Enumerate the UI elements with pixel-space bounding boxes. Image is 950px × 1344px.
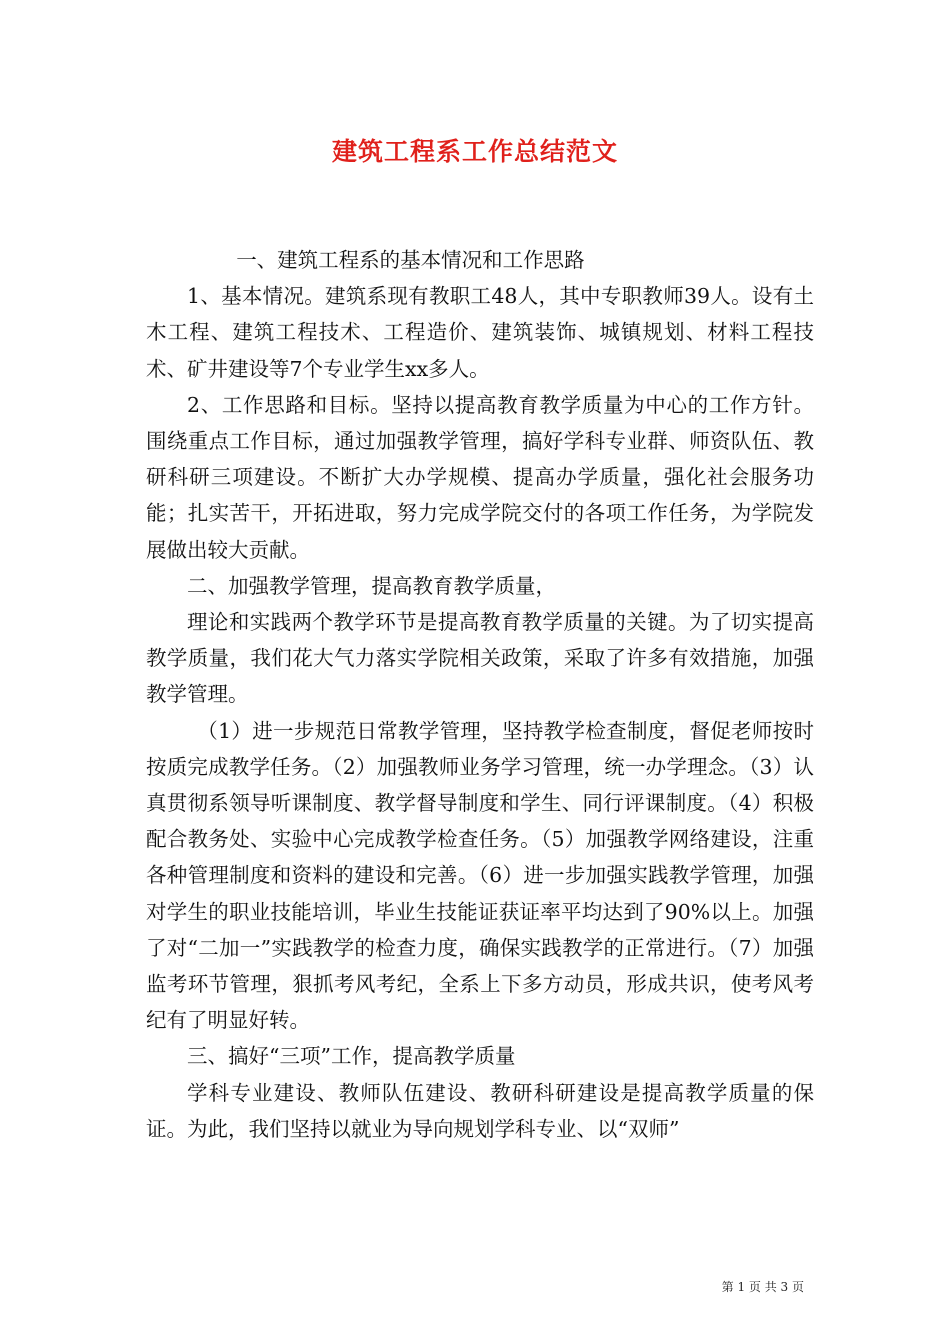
- paragraph-basic-info: 1、基本情况。建筑系现有教职工48人，其中专职教师39人。设有土木工程、建筑工程技术、工程造价、建筑装饰、城镇规划、材料工程技术、矿井建设等7个专业学生xx多人。: [146, 284, 814, 381]
- document-body: [146, 242, 814, 1147]
- page-number: 第 1 页 共 3 页: [721, 1280, 804, 1294]
- document-title: 建筑工程系工作总结范文: [331, 137, 618, 166]
- section-heading-1: 一、建筑工程系的基本情况和工作思路: [236, 248, 585, 272]
- paragraph-goals: 2、工作思路和目标。坚持以提高教育教学质量为中心的工作方针。围绕重点工作目标，通过加强教学管理，搞好学科专业群、师资队伍、教研科研三项建设。不断扩大办学规模、提高办学质量，强化社会服务功能；扎实苦干，开拓进取，努力完成学院交付的各项工作任务，为学院发展做出较大贡献。: [146, 392, 814, 562]
- paragraph-measures: （1）进一步规范日常教学管理，坚持教学检查制度，督促老师按时按质完成教学任务。（2）加强教师业务学习管理，统一办学理念。（3）认真贯彻系领导听课制度、教学督导制度和学生、同行评课制度。（4）积极配合教务处、实验中心完成教学检查任务。（5）加强教学网络建设，注重各种管理制度和资料的建设和完善。（6）进一步加强实践教学管理，加强对学生的职业技能培训，毕业生技能证获证率平均达到了90%以上。加强了对“二加一”实践教学的检查力度，确保实践教学的正常进行。（7）加强监考环节管理，狠抓考风考纪，全系上下多方动员，形成共识，使考风考纪有了明显好转。: [146, 718, 814, 1033]
- section-heading-3: 三、搞好“三项”工作，提高教学质量: [187, 1044, 516, 1069]
- paragraph-teaching: 理论和实践两个教学环节是提高教育教学质量的关键。为了切实提高教学质量，我们花大气力落实学院相关政策，采取了许多有效措施，加强教学管理。: [146, 610, 814, 707]
- paragraph-three-items: 学科专业建设、教师队伍建设、教研科研建设是提高教学质量的保证。为此，我们坚持以就业为导向规划学科专业、以“双师”: [146, 1080, 814, 1141]
- section-heading-2: 二、加强教学管理，提高教育教学质量，: [187, 573, 556, 598]
